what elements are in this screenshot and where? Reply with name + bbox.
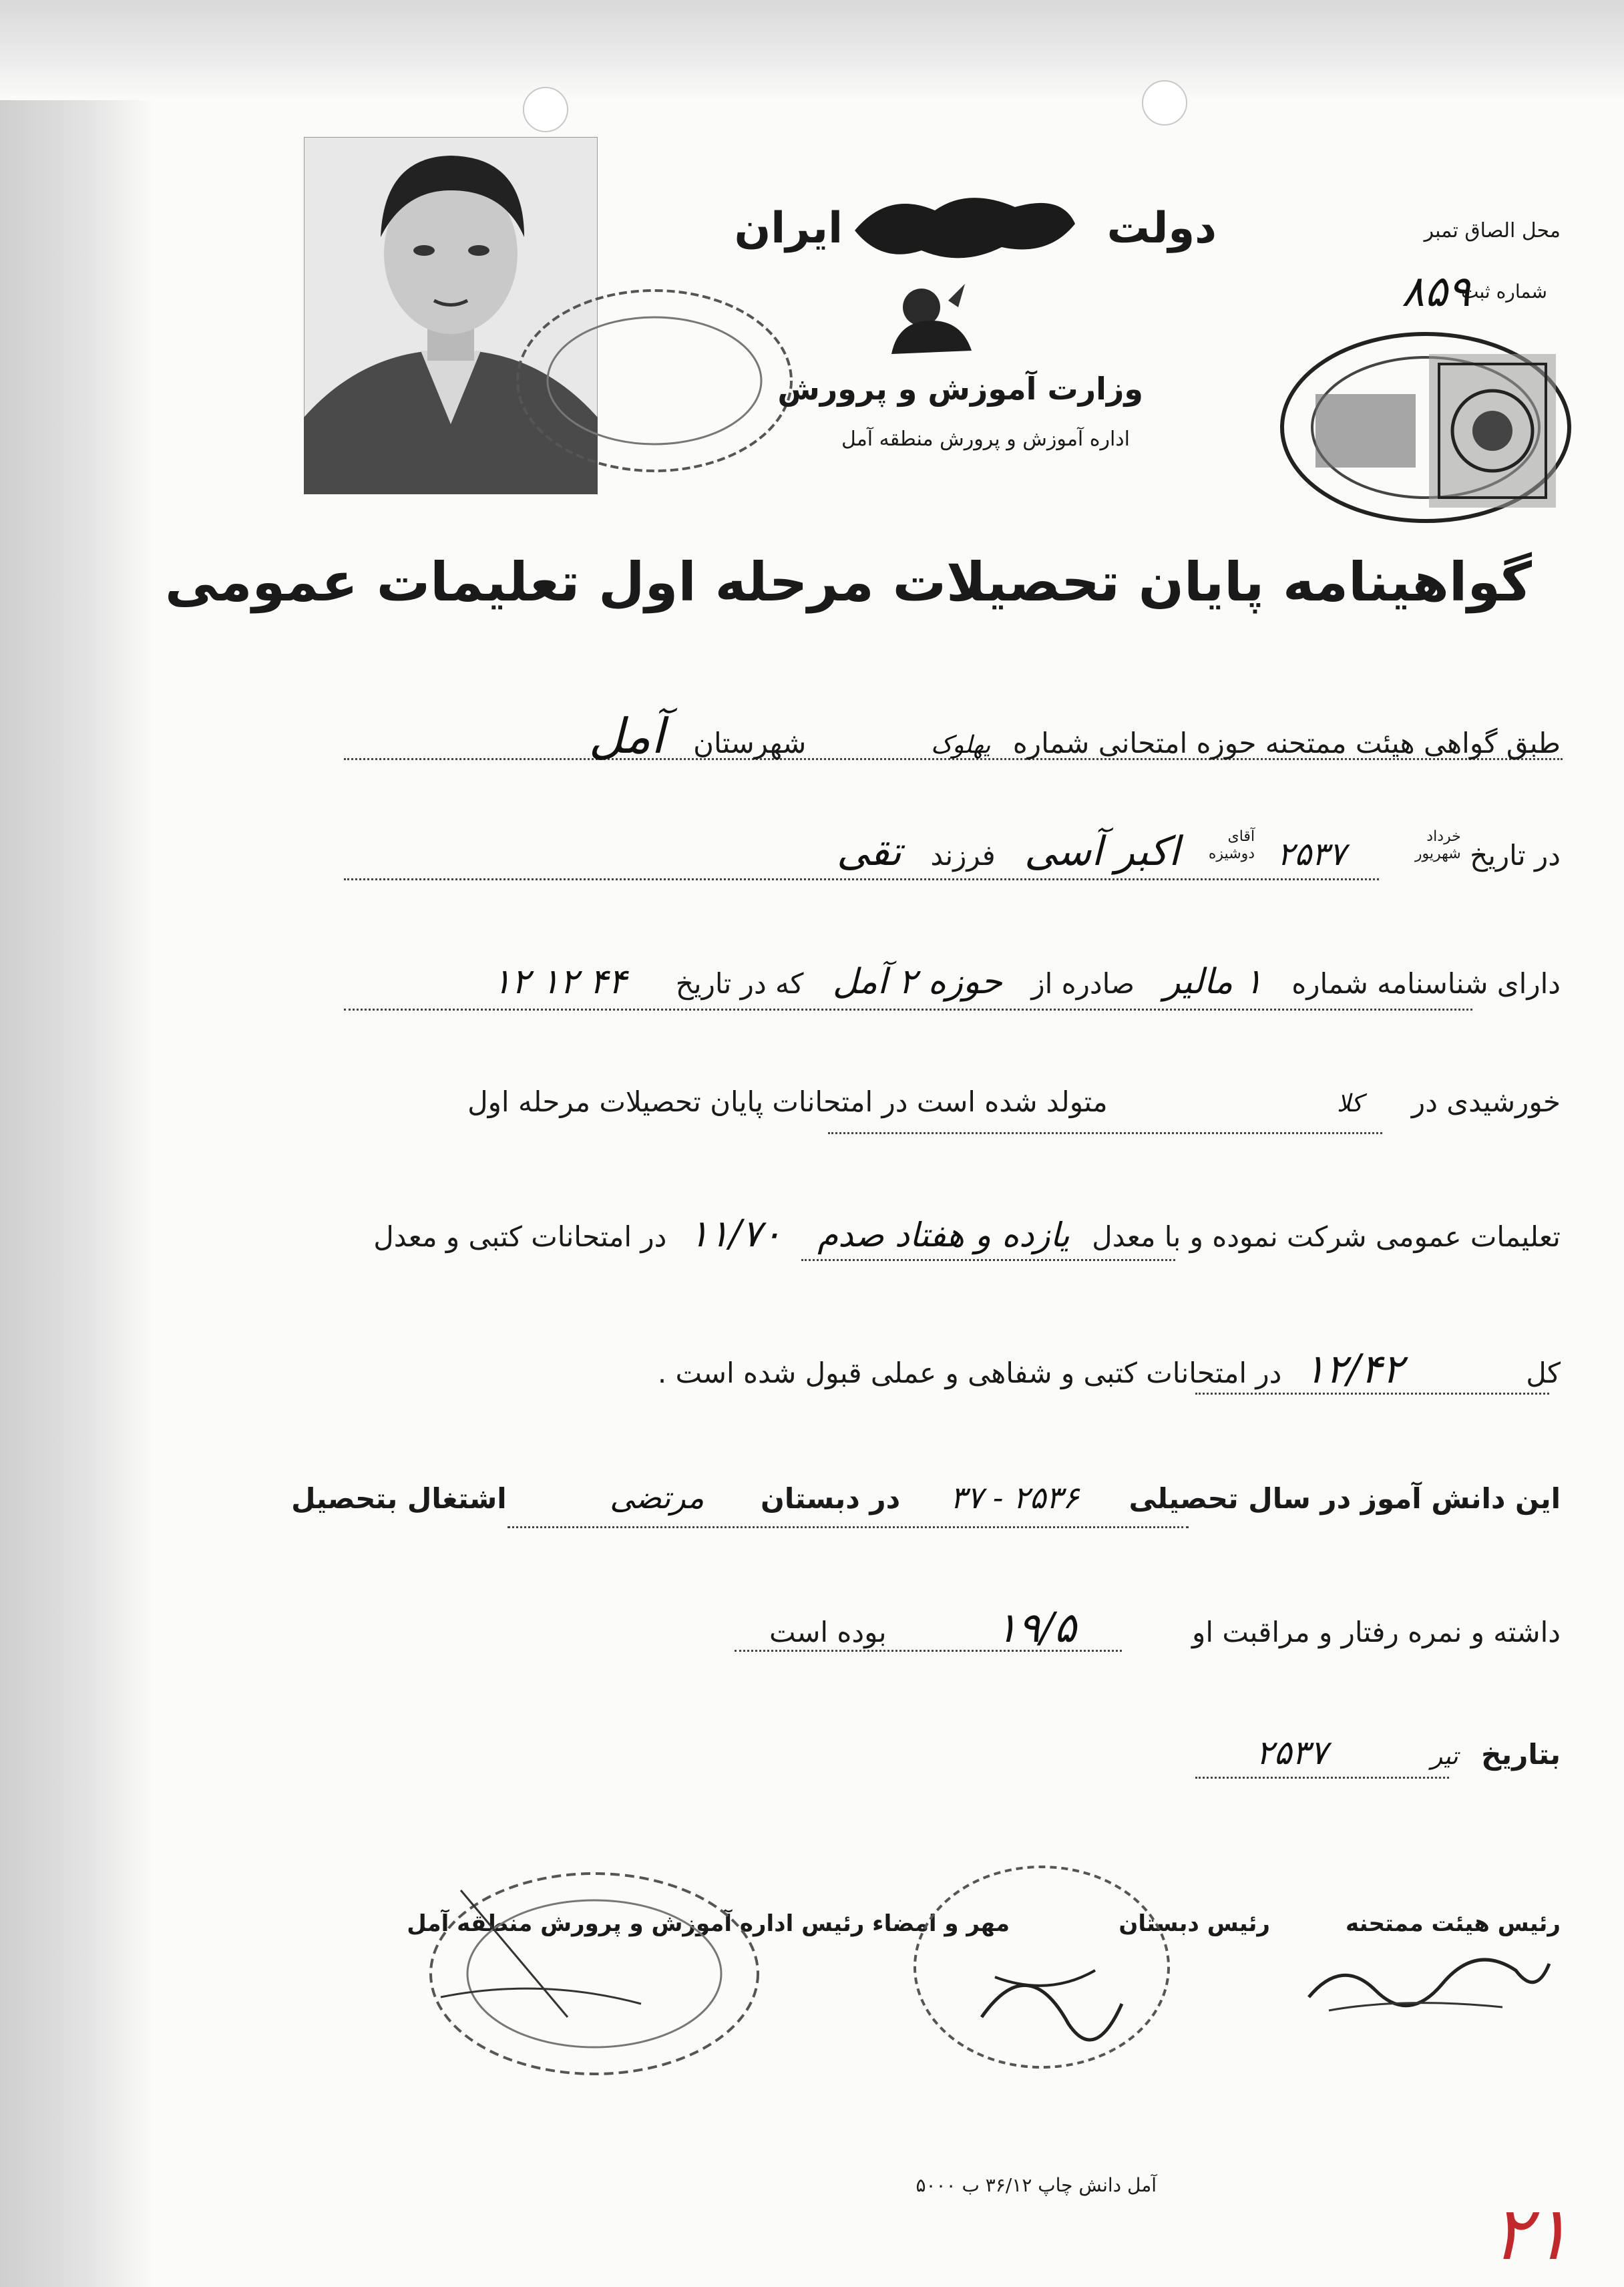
registration-label	[1461, 281, 1547, 303]
fill-line-3	[344, 1009, 1472, 1011]
revenue-stamp-seal	[1275, 327, 1576, 528]
page-number-text: ۲۱	[1491, 2191, 1571, 2276]
body-line-7	[291, 1479, 1561, 1516]
birth-date: ۴۴ ۱۲ ۱۲	[492, 962, 627, 1002]
body-line-8	[769, 1603, 1561, 1652]
stamp-place-text: محل الصاق تمبر	[1424, 219, 1561, 242]
redaction-scribble	[848, 184, 1082, 271]
issue-month: تیر	[1430, 1743, 1458, 1770]
line5-text-a: تعلیمات عمومی شرکت نموده و با معدل	[1092, 1220, 1561, 1253]
line2-text-a: در تاریخ	[1470, 839, 1561, 872]
issue-place: حوزه ۲ آمل	[832, 962, 1002, 1002]
month-option-a: خرداد	[1426, 828, 1461, 845]
school-head-text: رئیس دبستان	[1119, 1910, 1270, 1937]
title-option-a: آقای	[1227, 828, 1255, 845]
committee-head-signature	[1302, 1944, 1556, 2024]
month-option-b: شهریور	[1414, 846, 1461, 862]
printer-imprint-text: آمل دانش چاپ ۳۶/۱۲ ب ۵۰۰۰	[916, 2174, 1157, 2196]
body-line-2	[837, 828, 1561, 875]
issue-year: ۲۵۳۷	[1255, 1733, 1328, 1772]
registration-label-text: شماره ثبت	[1460, 281, 1547, 303]
school-name: مرتضی	[610, 1479, 704, 1516]
state-word: دولت	[1106, 204, 1217, 253]
line6-text-a: کل	[1526, 1357, 1561, 1389]
printer-imprint	[916, 2174, 1157, 2196]
fill-line-9	[1195, 1777, 1449, 1779]
lion-and-sun-emblem	[885, 281, 978, 361]
line3-text-c: که در تاریخ	[675, 967, 804, 1000]
registration-number	[1402, 267, 1470, 317]
country-heading	[735, 204, 843, 253]
office-heading	[841, 427, 1130, 451]
line9-text-a: بتاریخ	[1481, 1738, 1561, 1771]
committee-head-text: رئیس هیئت ممتحنه	[1345, 1910, 1561, 1937]
exam-district-number: یهلوک	[931, 731, 991, 759]
body-line-1	[589, 708, 1561, 764]
line1-text-b: شهرستان	[693, 727, 807, 759]
line7-text-a: این دانش آموز در سال تحصیلی	[1129, 1482, 1561, 1515]
body-line-6	[658, 1346, 1561, 1393]
academic-year: ۲۵۳۶ - ۳۷	[950, 1479, 1079, 1516]
line4-text-a: خورشیدی در	[1411, 1085, 1561, 1118]
fill-line-4	[828, 1132, 1382, 1134]
id-card-number: ۱ مالیر	[1163, 962, 1263, 1002]
scan-shadow-left	[0, 0, 154, 2287]
line8-text-a: داشته و نمره رفتار و مراقبت او	[1192, 1616, 1561, 1648]
student-name: اکبر آسی	[1024, 828, 1180, 875]
line6-text-b: در امتحانات کتبی و شفاهی و عملی قبول شده است .	[657, 1357, 1282, 1389]
body-line-5	[373, 1212, 1561, 1256]
body-line-9	[1256, 1733, 1561, 1772]
overall-average: ۱۲/۴۲	[1303, 1346, 1404, 1393]
fill-line-6	[1195, 1393, 1549, 1395]
fill-line-7	[508, 1526, 1189, 1528]
ministry-text: وزارت آموزش و پرورش	[777, 371, 1143, 407]
line7-text-c: اشتغال بتحصیل	[291, 1482, 507, 1515]
office-text: اداره آموزش و پرورش منطقه آمل	[841, 427, 1130, 451]
school-head-signature	[895, 1857, 1175, 2077]
line3-text-b: صادره از	[1031, 967, 1135, 1000]
written-average-words: یازده و هفتاد صدم	[817, 1216, 1070, 1254]
body-line-4	[467, 1085, 1561, 1118]
line2-son-of: فرزند	[930, 839, 996, 872]
conduct-grade: ۱۹/۵	[995, 1603, 1076, 1652]
director-seal	[421, 1864, 768, 2084]
committee-head-label	[1346, 1910, 1561, 1937]
line7-text-b: در دبستان	[760, 1482, 901, 1515]
birth-place: کلا	[1336, 1090, 1363, 1117]
scan-shadow-top	[0, 0, 1624, 100]
page-number	[1492, 2191, 1571, 2276]
certificate-title-text: گواهینامه پایان تحصیلات مرحله اول تعلیمات عمومی	[165, 551, 1532, 613]
line5-text-b: در امتحانات کتبی و معدل	[373, 1220, 667, 1253]
written-average: ۱۱/۷۰	[688, 1212, 782, 1256]
fill-line-2	[344, 878, 1379, 880]
stamp-place-label	[1424, 219, 1561, 242]
father-name: تقی	[836, 828, 902, 875]
line3-text-a: دارای شناسنامه شماره	[1291, 967, 1561, 1000]
exam-year: ۲۵۳۷	[1277, 836, 1346, 873]
state-heading	[1107, 204, 1217, 253]
punch-hole-right	[1142, 80, 1187, 126]
line1-text-a: طبق گواهی هیئت ممتحنه حوزه امتحانی شماره	[1012, 727, 1561, 759]
certificate-title	[165, 551, 1532, 613]
line8-text-b: بوده است	[769, 1616, 887, 1648]
country-word: ایران	[734, 204, 843, 253]
title-option-b: دوشیزه	[1208, 846, 1255, 862]
line4-text-b: متولد شده است در امتحانات پایان تحصیلات مرحله اول	[467, 1085, 1108, 1118]
city-name: آمل	[588, 708, 664, 764]
photo-seal-stamp	[508, 281, 801, 481]
body-line-3	[493, 962, 1561, 1002]
director-text: مهر و امضاء رئیس اداره آموزش و پرورش منطقه آمل	[407, 1910, 1010, 1937]
ministry-heading	[777, 371, 1143, 407]
registration-number-value: ۸۵۹	[1401, 267, 1470, 317]
punch-hole-left	[523, 87, 568, 132]
fill-line-5	[801, 1259, 1175, 1261]
